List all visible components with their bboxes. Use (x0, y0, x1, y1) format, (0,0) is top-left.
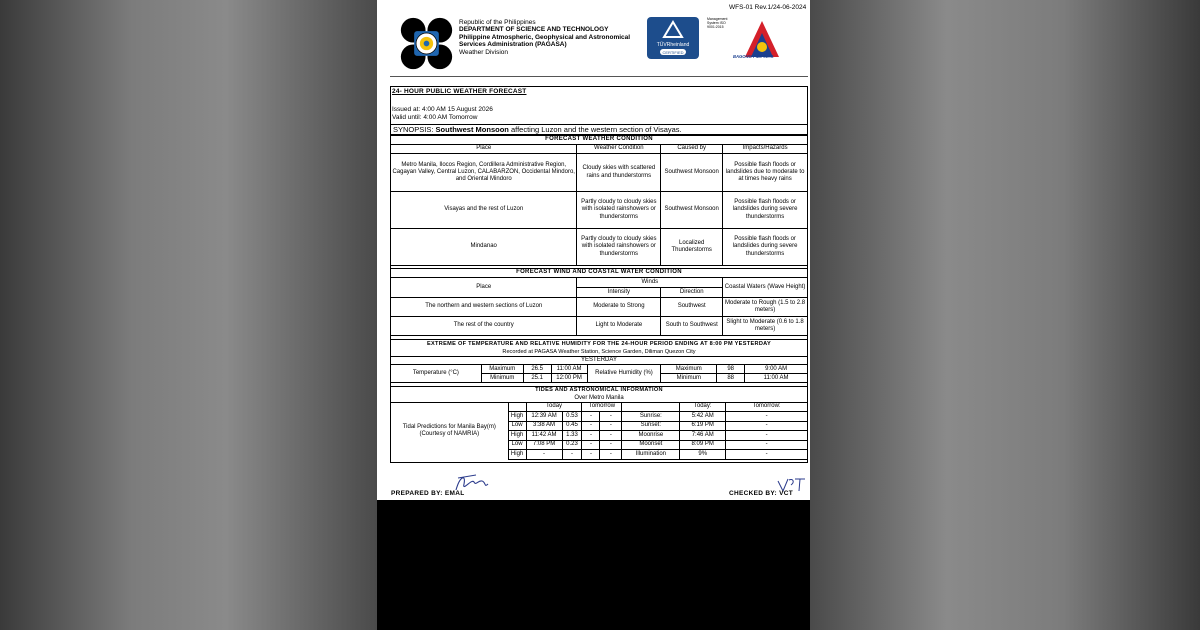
yesterday-label: YESTERDAY (391, 357, 808, 365)
rh-min-time: 11:00 AM (745, 374, 808, 383)
issuance-info (392, 106, 493, 122)
extremes-title: EXTREME OF TEMPERATURE AND RELATIVE HUMIDITY FOR THE 24-HOUR PERIOD ENDING AT 8:00 PM YESTERDAY (391, 340, 808, 349)
tide-height: 0.53 (562, 412, 582, 422)
extremes-table (390, 339, 808, 383)
rh-min-label: Minimum (661, 374, 717, 383)
astro-tomorrow: - (726, 412, 808, 422)
astro-today: 9% (680, 450, 726, 460)
astro-tomorrow: - (726, 440, 808, 450)
astro-today: 7:46 AM (680, 431, 726, 441)
direction-cell: Southwest (661, 298, 723, 317)
tuv-certified: CERTIFIED (662, 49, 684, 55)
tide-height: 0.23 (562, 440, 582, 450)
synopsis-label: SYNOPSIS: (393, 125, 434, 134)
header-place: Place (391, 145, 577, 154)
checked-by: CHECKED BY: VCT (729, 490, 793, 497)
tuv-triangle-icon (647, 17, 699, 59)
place-cell: Metro Manila, Ilocos Region, Cordillera Administrative Region, Cagayan Valley, Central Luzon, CALABARZON, Occidental Mindoro, and Oriental Mindoro (391, 154, 577, 192)
bottom-band (377, 500, 810, 630)
tide-type: High (508, 450, 526, 460)
tide-time: 12:39 AM (526, 412, 562, 422)
tide-height: 1.33 (562, 431, 582, 441)
synopsis-system: Southwest Monsoon (435, 125, 509, 134)
direction-cell: South to Southwest (661, 317, 723, 336)
tide-tomorrow-time: - (582, 431, 600, 441)
impact-cell: Possible flash floods or landslides during severe thunderstorms (723, 229, 808, 266)
cause-cell: Southwest Monsoon (661, 192, 723, 229)
table-row (391, 317, 808, 336)
tide-time: 7:08 PM (526, 440, 562, 450)
humidity-label: Relative Humidity (%) (587, 365, 661, 383)
backdrop-left (0, 0, 377, 630)
tide-type: Low (508, 440, 526, 450)
header-coastal: Coastal Waters (Wave Height) (723, 278, 808, 298)
backdrop-right (810, 0, 1200, 630)
impact-cell: Possible flash floods or landslides during severe thunderstorms (723, 192, 808, 229)
tide-tomorrow-time: - (582, 421, 600, 431)
header-direction: Direction (661, 288, 723, 298)
bagong-pilipinas-text: BAGONG PILIPINAS (733, 54, 774, 59)
astro-tomorrow: - (726, 421, 808, 431)
weather-cell: Partly cloudy to cloudy skies with isolated rainshowers or thunderstorms (577, 192, 661, 229)
issued-at: Issued at: 4:00 AM 15 August 2026 (392, 106, 493, 113)
section-title: FORECAST WIND AND COASTAL WATER CONDITION (391, 269, 808, 278)
tide-today-header: Today (526, 403, 582, 412)
valid-until: Valid until: 4:00 AM Tomorrow (392, 114, 478, 121)
department-line: DEPARTMENT OF SCIENCE AND TECHNOLOGY (459, 26, 609, 34)
weather-condition-table (390, 135, 808, 266)
temp-min-label: Minimum (481, 374, 523, 383)
table-row (391, 154, 808, 192)
place-cell: Mindanao (391, 229, 577, 266)
extremes-subtitle: Recorded at PAGASA Weather Station, Science Garden, Diliman Quezon City (391, 349, 808, 357)
synopsis (390, 124, 808, 135)
rh-max-label: Maximum (661, 365, 717, 374)
place-cell: The northern and western sections of Luzon (391, 298, 577, 317)
header-place: Place (391, 278, 577, 298)
header-weather: Weather Condition (577, 145, 661, 154)
tide-tomorrow-height: - (600, 440, 622, 450)
tuv-brand: TÜVRheinland (656, 42, 690, 48)
rh-max-time: 9:00 AM (745, 365, 808, 374)
agency-line-1: Philippine Atmospheric, Geophysical and Astronomical (459, 33, 631, 41)
astro-label: Moonrise (622, 431, 680, 441)
tide-tomorrow-height: - (600, 412, 622, 422)
temp-max-time: 11:00 AM (551, 365, 587, 374)
temp-max-value: 26.5 (523, 365, 551, 374)
blank-cell (508, 403, 526, 412)
impact-cell: Possible flash floods or landslides due to moderate to at times heavy rains (723, 154, 808, 192)
tide-tomorrow-height: - (600, 431, 622, 441)
prepared-by: PREPARED BY: EMAL (391, 490, 465, 497)
wind-coastal-table (390, 268, 808, 336)
tides-astronomical-table (390, 386, 808, 460)
astro-tomorrow-header: Tomorrow: (726, 403, 808, 412)
table-row (391, 229, 808, 266)
tide-tomorrow-height: - (600, 450, 622, 460)
agency-header (459, 19, 630, 56)
tide-time: 11:42 AM (526, 431, 562, 441)
header-caused-by: Caused by (661, 145, 723, 154)
tide-tomorrow-time: - (582, 412, 600, 422)
division-line: Weather Division (459, 48, 509, 56)
tide-tomorrow-time: - (582, 450, 600, 460)
tides-title: TIDES AND ASTRONOMICAL INFORMATION (391, 387, 808, 395)
astro-tomorrow: - (726, 431, 808, 441)
temp-max-label: Maximum (481, 365, 523, 374)
astro-today: 8:09 PM (680, 440, 726, 450)
revision-code: WFS-01 Rev.1/24-06-2024 (729, 4, 807, 11)
cause-cell: Localized Thunderstorms (661, 229, 723, 266)
rh-max-value: 98 (717, 365, 745, 374)
astro-label: Sunrise: (622, 412, 680, 422)
dost-logo-icon (398, 15, 455, 72)
place-cell: Visayas and the rest of Luzon (391, 192, 577, 229)
tide-height: - (562, 450, 582, 460)
tide-tomorrow-header: Tomorrow (582, 403, 622, 412)
cert-text: Management System ISO 9001:2015 (707, 17, 728, 29)
weather-cell: Cloudy skies with scattered rains and thunderstorms (577, 154, 661, 192)
forecast-document (377, 0, 810, 500)
tide-tomorrow-time: - (582, 440, 600, 450)
astro-today: 6:19 PM (680, 421, 726, 431)
table-row (391, 298, 808, 317)
blank-cell (622, 403, 680, 412)
header-impacts: Impacts/Hazards (723, 145, 808, 154)
astro-today: 5:42 AM (680, 412, 726, 422)
header-intensity: Intensity (577, 288, 661, 298)
astro-label: Illumination (622, 450, 680, 460)
tide-tomorrow-height: - (600, 421, 622, 431)
intensity-cell: Light to Moderate (577, 317, 661, 336)
astro-label: Moonset (622, 440, 680, 450)
republic-line: Republic of the Philippines (459, 19, 536, 26)
coastal-cell: Slight to Moderate (0.6 to 1.8 meters) (723, 317, 808, 336)
synopsis-text: affecting Luzon and the western section of Visayas. (510, 125, 682, 134)
agency-line-2: Services Administration (PAGASA) (459, 41, 567, 49)
temp-min-time: 12:00 PM (551, 374, 587, 383)
tides-subtitle: Over Metro Manila (391, 395, 808, 403)
intensity-cell: Moderate to Strong (577, 298, 661, 317)
header-winds: Winds (577, 278, 723, 288)
temp-min-value: 25.1 (523, 374, 551, 383)
rh-min-value: 88 (717, 374, 745, 383)
weather-cell: Partly cloudy to cloudy skies with isolated rainshowers or thunderstorms (577, 229, 661, 266)
tide-time: 3:38 AM (526, 421, 562, 431)
section-title: FORECAST WEATHER CONDITION (391, 136, 808, 145)
cause-cell: Southwest Monsoon (661, 154, 723, 192)
tide-height: 0.45 (562, 421, 582, 431)
astro-today-header: Today: (680, 403, 726, 412)
temperature-label: Temperature (°C) (391, 365, 482, 383)
place-cell: The rest of the country (391, 317, 577, 336)
tuv-certification-badge (647, 17, 699, 59)
tide-type: High (508, 431, 526, 441)
astro-tomorrow: - (726, 450, 808, 460)
tide-time: - (526, 450, 562, 460)
astro-label: Sunset: (622, 421, 680, 431)
tidal-predictions-label: Tidal Predictions for Manila Bay(m) (Courtesy of NAMRIA) (391, 403, 509, 460)
tide-type: High (508, 412, 526, 422)
table-row (391, 192, 808, 229)
forecast-title: 24- HOUR PUBLIC WEATHER FORECAST (392, 88, 527, 95)
tide-type: Low (508, 421, 526, 431)
coastal-cell: Moderate to Rough (1.5 to 2.8 meters) (723, 298, 808, 317)
